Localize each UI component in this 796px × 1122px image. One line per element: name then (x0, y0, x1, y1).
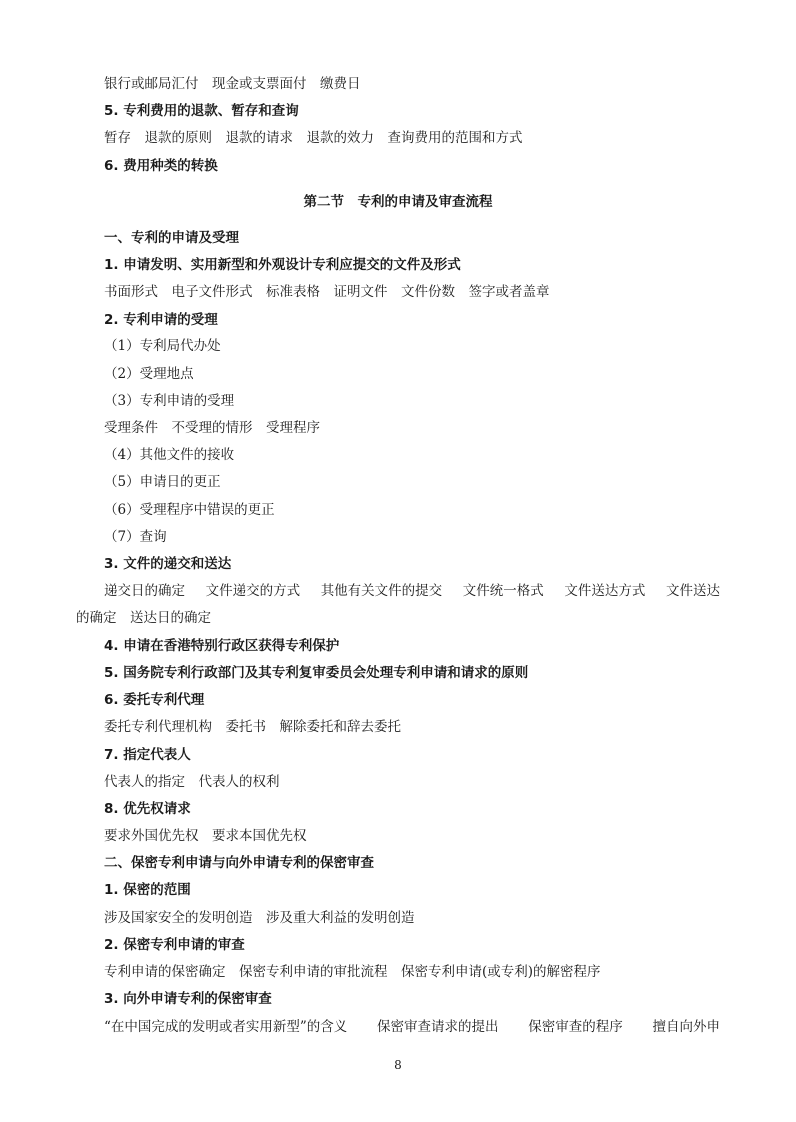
part-heading: 一、专利的申请及受理 (104, 230, 239, 246)
subsection-heading: 4. 申请在香港特别行政区获得专利保护 (104, 638, 340, 654)
text-item: 文件递交的方式 (205, 583, 301, 599)
subsection-heading: 7. 指定代表人 (104, 747, 191, 763)
text-line: 银行或邮局汇付 现金或支票面付 缴费日 (104, 76, 361, 92)
list-item: （6）受理程序中错误的更正 (104, 502, 275, 518)
text-line: 受理条件 不受理的情形 受理程序 (104, 420, 320, 436)
text-item: 其他有关文件的提交 (320, 583, 443, 599)
list-item: （3）专利申请的受理 (104, 393, 235, 409)
page-number: 8 (394, 1058, 402, 1072)
subsection-heading: 2. 保密专利申请的审查 (104, 937, 245, 953)
subsection-heading: 8. 优先权请求 (104, 801, 191, 817)
text-line: 专利申请的保密确定 保密专利申请的审批流程 保密专利申请(或专利)的解密程序 (104, 964, 601, 980)
text-line-continued: 的确定 送达日的确定 (76, 610, 211, 626)
text-item: 文件送达方式 (564, 583, 646, 599)
part-heading: 二、保密专利申请与向外申请专利的保密审查 (104, 855, 374, 871)
text-line: 代表人的指定 代表人的权利 (104, 774, 280, 790)
list-item: （5）申请日的更正 (104, 474, 221, 490)
text-line-justified (104, 581, 720, 601)
subsection-heading: 5. 专利费用的退款、暂存和查询 (104, 103, 299, 119)
text-item: “在中国完成的发明或者实用新型”的含义 (104, 1019, 348, 1035)
subsection-heading: 6. 费用种类的转换 (104, 158, 218, 174)
text-line: 暂存 退款的原则 退款的请求 退款的效力 查询费用的范围和方式 (104, 130, 523, 146)
list-item: （4）其他文件的接收 (104, 447, 235, 463)
subsection-heading: 5. 国务院专利行政部门及其专利复审委员会处理专利申请和请求的原则 (104, 665, 529, 681)
section-title: 第二节 专利的申请及审查流程 (303, 194, 493, 210)
text-line: 书面形式 电子文件形式 标准表格 证明文件 文件份数 签字或者盖章 (104, 284, 550, 300)
subsection-heading: 6. 委托专利代理 (104, 692, 205, 708)
subsection-heading: 1. 申请发明、实用新型和外观设计专利应提交的文件及形式 (104, 257, 461, 273)
list-item: （7）查询 (104, 529, 167, 545)
text-item: 文件统一格式 (462, 583, 544, 599)
text-line: 要求外国优先权 要求本国优先权 (104, 828, 307, 844)
text-item: 保密审查的程序 (528, 1019, 623, 1035)
text-item: 文件送达 (665, 583, 720, 599)
text-item: 递交日的确定 (104, 583, 185, 599)
text-item: 保密审查请求的提出 (377, 1019, 499, 1035)
subsection-heading: 3. 文件的递交和送达 (104, 556, 232, 572)
text-line-justified (104, 1017, 720, 1037)
text-line: 委托专利代理机构 委托书 解除委托和辞去委托 (104, 719, 401, 735)
list-item: （2）受理地点 (104, 366, 194, 382)
list-item: （1）专利局代办处 (104, 338, 221, 354)
subsection-heading: 3. 向外申请专利的保密审查 (104, 991, 272, 1007)
subsection-heading: 2. 专利申请的受理 (104, 312, 218, 328)
text-line: 涉及国家安全的发明创造 涉及重大利益的发明创造 (104, 910, 415, 926)
text-item: 擅自向外申 (652, 1019, 720, 1035)
subsection-heading: 1. 保密的范围 (104, 882, 191, 898)
